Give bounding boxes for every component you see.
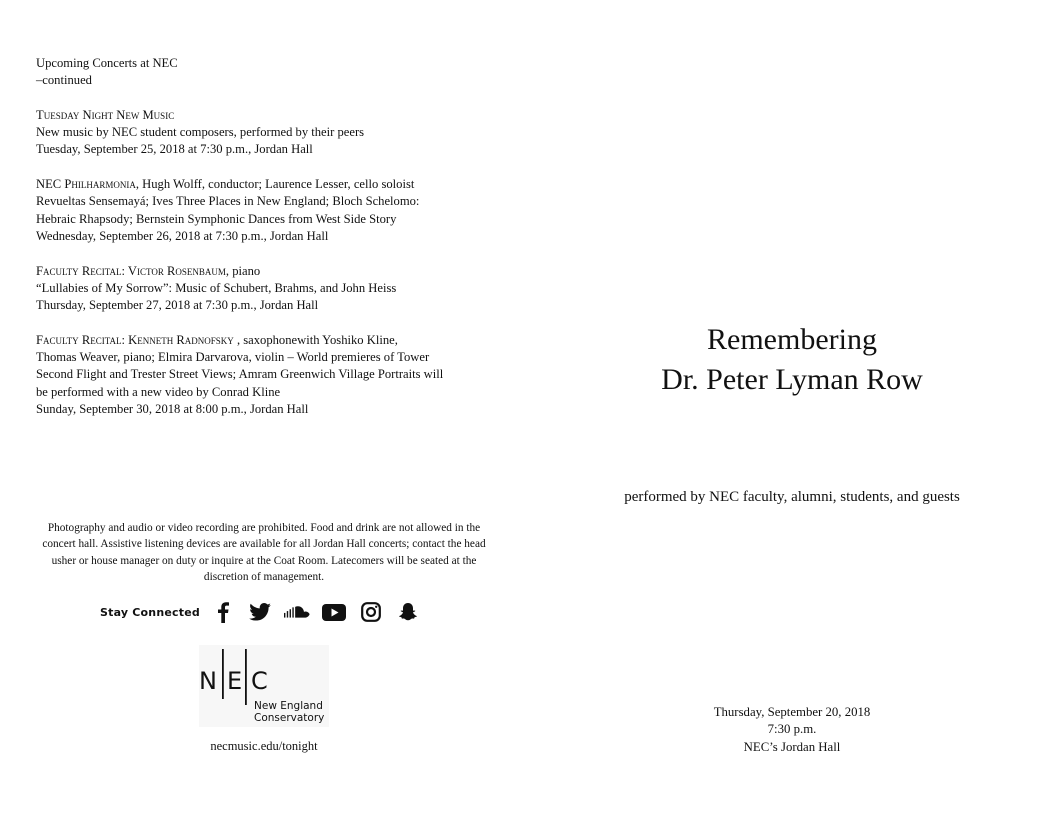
concert-item	[36, 107, 516, 159]
concert-line: New music by NEC student composers, performed by their peers	[36, 125, 365, 140]
concert-line: Thomas Weaver, piano; Elmira Darvarova, violin – World premieres of Tower	[36, 350, 430, 365]
twitter-icon[interactable]	[247, 600, 273, 624]
concert-line: Second Flight and Trester Street Views; Amram Greenwich Village Portraits will	[36, 367, 444, 382]
svg-text:C: C	[251, 667, 268, 695]
concert-line: be performed with a new video by Conrad Kline	[36, 384, 281, 399]
concert-line: Thursday, September 27, 2018 at 7:30 p.m., Jordan Hall	[36, 298, 319, 313]
youtube-icon[interactable]	[321, 600, 347, 624]
concert-line: Revueltas Sensemayá; Ives Three Places in New England; Bloch Schelomo:	[36, 194, 420, 209]
nec-logo-line1: New England	[254, 700, 323, 712]
program-title-line2: Dr. Peter Lyman Row	[661, 363, 923, 396]
concert-title: Faculty Recital: Kenneth Radnofsky	[36, 332, 234, 347]
concert-item	[36, 263, 516, 315]
nec-logo	[199, 645, 329, 727]
concert-title-suffix: , saxophonewith Yoshiko Kline,	[233, 332, 398, 347]
front-cover-page	[528, 0, 1056, 816]
svg-text:N: N	[199, 667, 217, 695]
upcoming-concerts-list	[36, 55, 516, 418]
concert-line: Tuesday, September 25, 2018 at 7:30 p.m., Jordan Hall	[36, 142, 313, 157]
nec-logo-mark	[199, 645, 329, 705]
concert-item	[36, 332, 516, 418]
upcoming-heading-continued: –continued	[36, 73, 92, 88]
concert-title: Philharmonia	[64, 177, 136, 192]
concert-item	[36, 176, 516, 245]
snapchat-icon[interactable]	[395, 600, 421, 624]
instagram-icon[interactable]	[358, 600, 384, 624]
concert-line: “Lullabies of My Sorrow”: Music of Schubert, Brahms, and John Heiss	[36, 280, 397, 295]
nec-logo-line2: Conservatory	[254, 712, 325, 724]
program-title-line1: Remembering	[707, 323, 877, 356]
concert-title: Faculty Recital: Victor Rosenbaum	[36, 263, 226, 278]
nec-logo-wordmark	[254, 700, 324, 724]
nec-website-url[interactable]: necmusic.edu/tonight	[210, 739, 318, 753]
concert-line: Hebraic Rhapsody; Bernstein Symphonic Dances from West Side Story	[36, 211, 397, 226]
facebook-icon[interactable]	[210, 600, 236, 624]
svg-text:E: E	[227, 667, 243, 695]
event-details	[528, 704, 1056, 756]
concert-line: Sunday, September 30, 2018 at 8:00 p.m., Jordan Hall	[36, 401, 309, 416]
soundcloud-icon[interactable]	[284, 600, 310, 624]
event-venue: NEC’s Jordan Hall	[743, 739, 841, 754]
performed-by-line: performed by NEC faculty, alumni, students, and guests	[624, 489, 960, 505]
concert-line: Wednesday, September 26, 2018 at 7:30 p.m., Jordan Hall	[36, 228, 329, 243]
concert-title-suffix: , piano	[225, 263, 261, 278]
upcoming-heading: Upcoming Concerts at NEC	[36, 56, 178, 70]
event-date: Thursday, September 20, 2018	[713, 705, 871, 719]
program-title	[528, 320, 1056, 400]
stay-connected-bar	[100, 600, 432, 624]
hall-policy-notice: Photography and audio or video recording are prohibited. Food and drink are not allowed in the concert hall. Assistive listening devices are available for all Jordan Hall concerts; contact the head usher or house manager on duty or inquire at the Coat Room. Latecomers will be seated at the discretion of management.	[42, 522, 486, 583]
stay-connected-label: Stay Connected	[100, 605, 200, 619]
concert-title-prefix: NEC	[36, 177, 65, 192]
concert-title-suffix: , Hugh Wolff, conductor; Laurence Lesser, cello soloist	[135, 177, 415, 192]
concert-title: Tuesday Night New Music	[36, 107, 175, 122]
event-time: 7:30 p.m.	[767, 722, 817, 737]
